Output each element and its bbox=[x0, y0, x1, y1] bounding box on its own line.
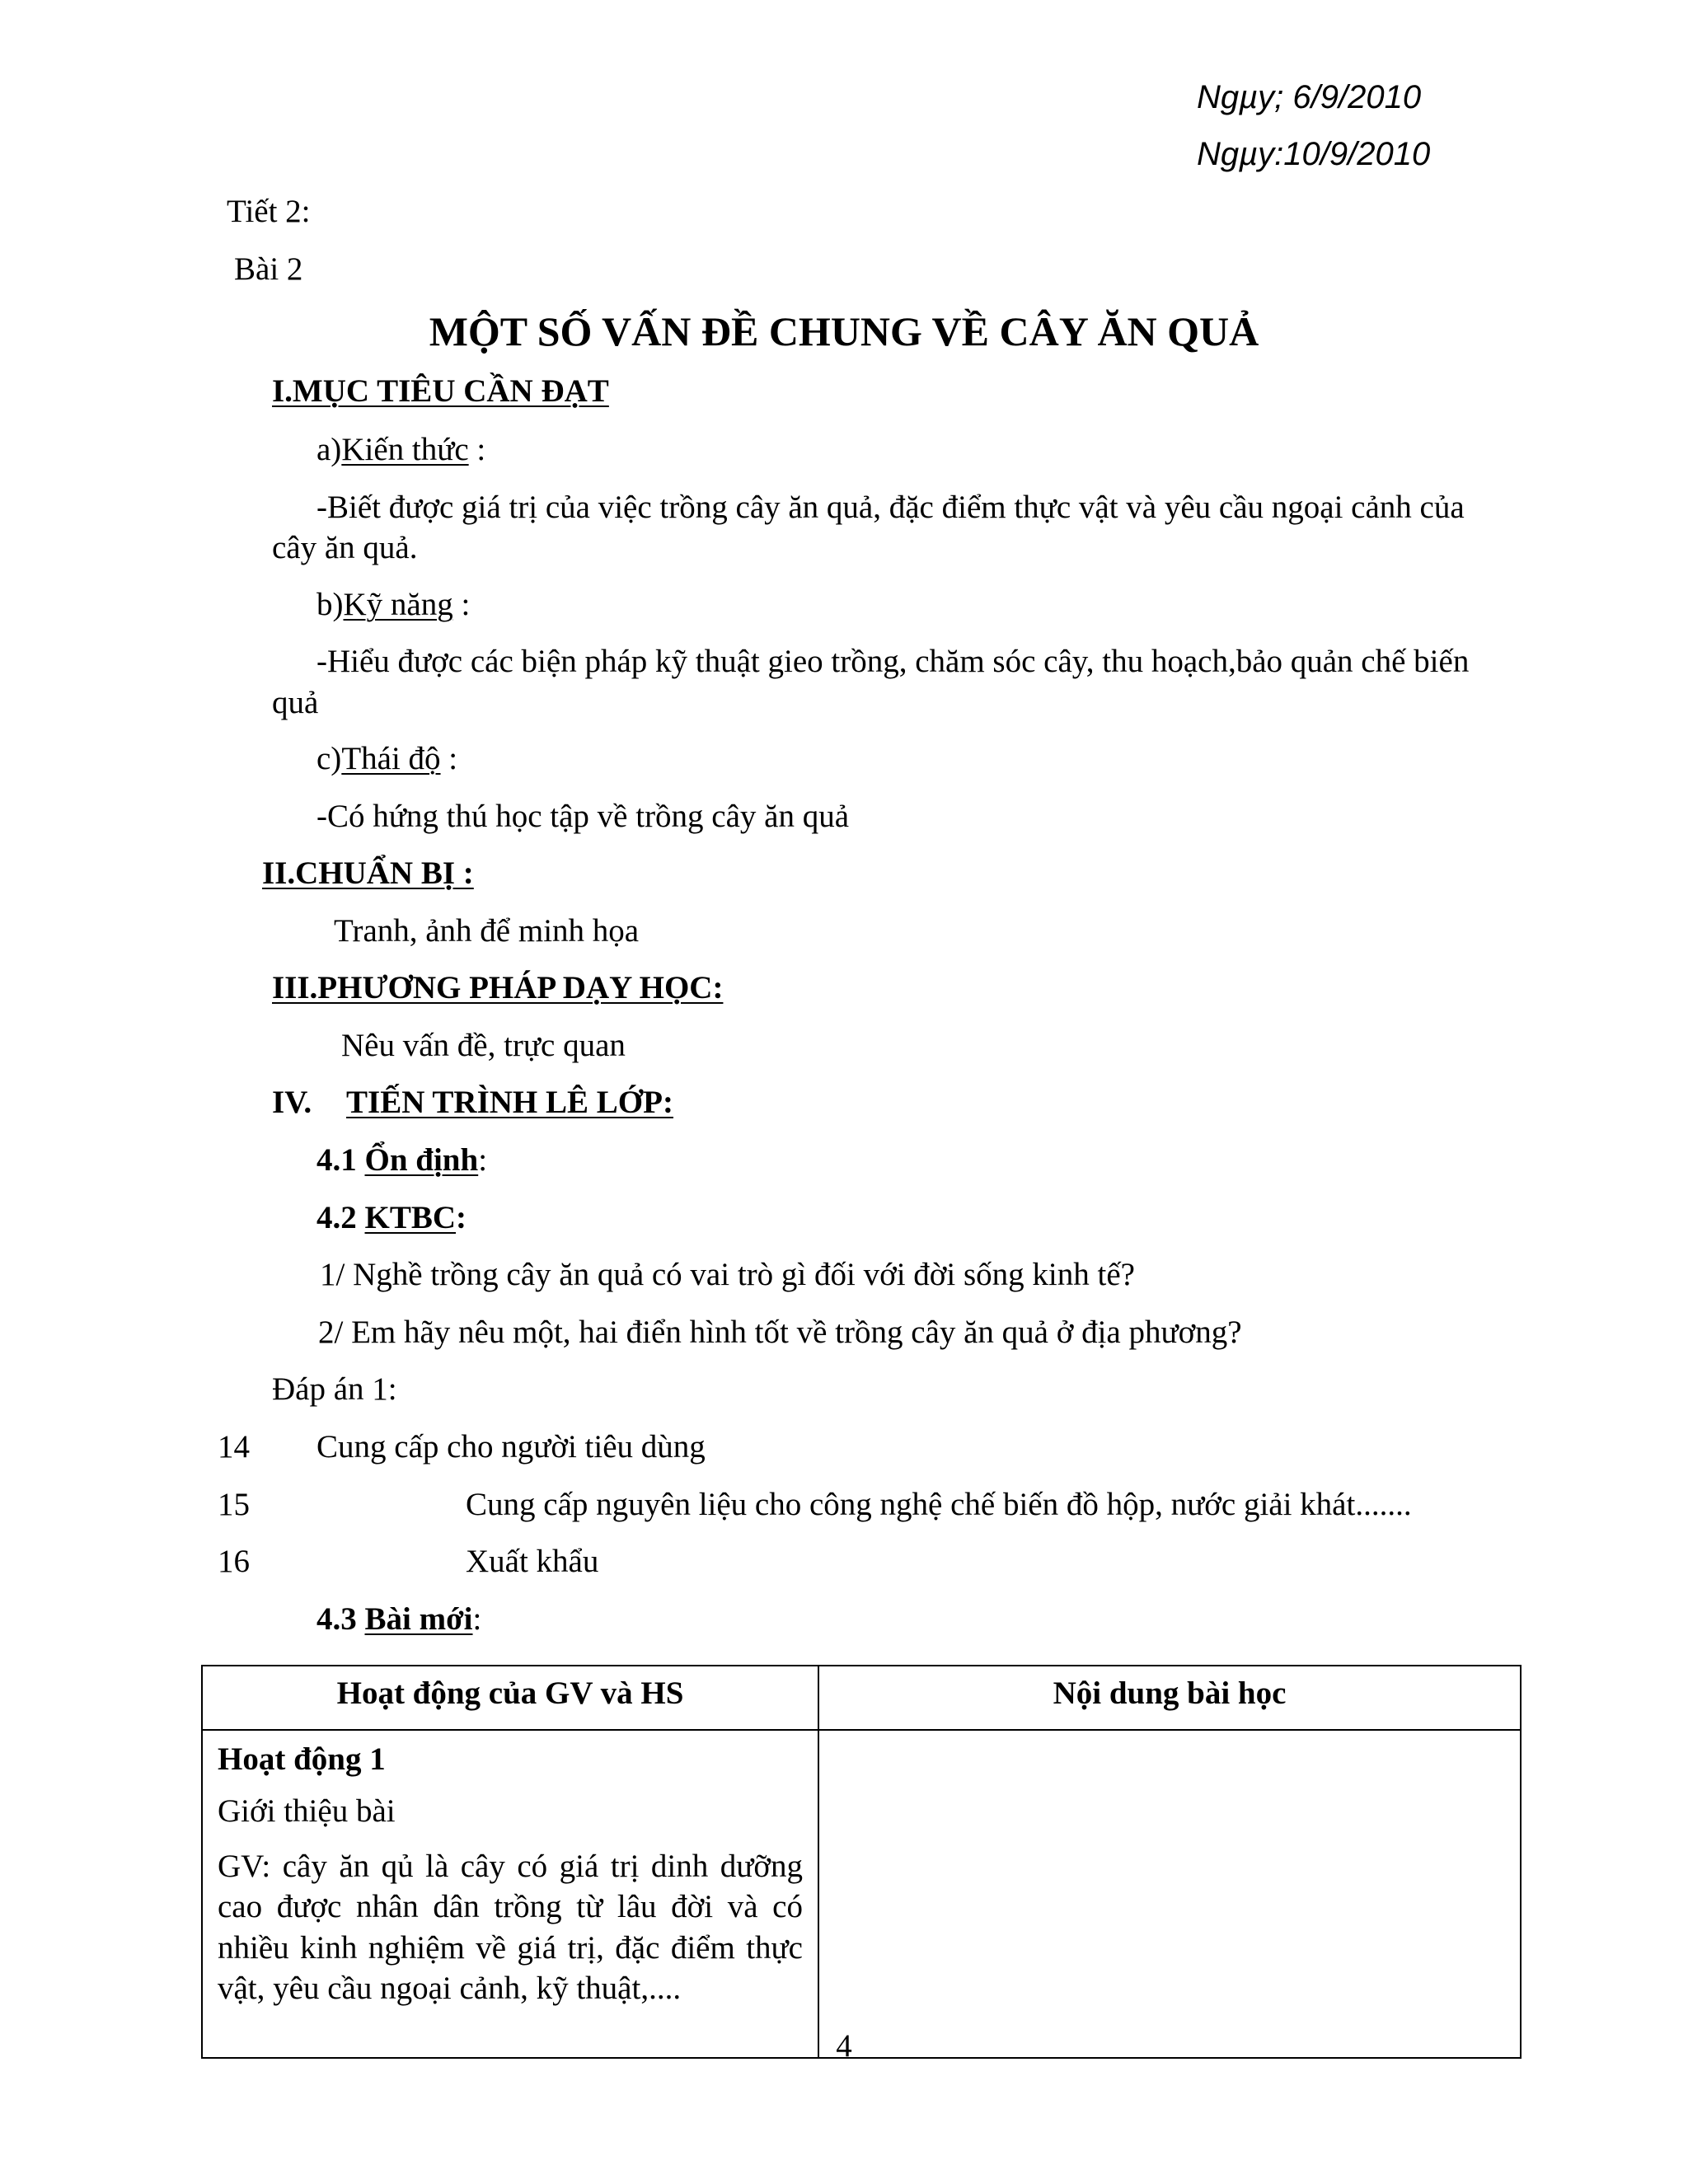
answer-number: 16 bbox=[218, 1544, 250, 1579]
subsection-4-2: 4.2 KTBC: bbox=[316, 1200, 467, 1235]
knowledge-text-line-1: -Biết được giá trị của việc trồng cây ăn quả, đặc điểm thực vật và yêu cầu ngoại cảnh của bbox=[316, 490, 1465, 525]
answer-text: Cung cấp nguyên liệu cho công nghệ chế biến đồ hộp, nước giải khát....... bbox=[466, 1487, 1412, 1522]
subsection-4-3: 4.3 Bài mới: bbox=[316, 1601, 482, 1637]
activity-text: GV: cây ăn qủ là cây có giá trị dinh dưỡng cao được nhân dân trồng từ lâu đời và có nhiều kinh nghiệm về giá trị, đặc điểm thực vật, yêu cầu ngoại cảnh, kỹ thuật,.... bbox=[218, 1849, 803, 2006]
activity-subtitle: Giới thiệu bài bbox=[218, 1793, 396, 1830]
page-title: MỘT SỐ VẤN ĐỀ CHUNG VỀ CÂY ĂN QUẢ bbox=[429, 308, 1259, 354]
section-2-heading: II.CHUẨN BỊ : bbox=[262, 855, 474, 891]
section-1-heading: I.MỤC TIÊU CẦN ĐẠT bbox=[272, 373, 609, 409]
lesson-number: Bài 2 bbox=[234, 251, 303, 287]
review-question-2: 2/ Em hãy nêu một, hai điển hình tốt về trồng cây ăn quả ở địa phương? bbox=[318, 1315, 1242, 1350]
skills-label: b)Kỹ năng : bbox=[316, 587, 471, 622]
answer-number: 14 bbox=[218, 1429, 250, 1465]
activity-cell bbox=[202, 1730, 818, 2058]
table-header-row bbox=[202, 1666, 1521, 1730]
column-header-activities: Hoạt động của GV và HS bbox=[202, 1666, 818, 1730]
lesson-table bbox=[201, 1665, 1522, 2059]
section-4-number: IV. bbox=[272, 1085, 312, 1120]
review-question-1: 1/ Nghề trồng cây ăn quả có vai trò gì đối với đời sống kinh tế? bbox=[320, 1257, 1135, 1292]
activity-title: Hoạt động 1 bbox=[218, 1741, 386, 1777]
section-2-text: Tranh, ảnh để minh họa bbox=[334, 913, 640, 949]
skills-text-line-2: quả bbox=[272, 685, 319, 720]
skills-text-line-1: -Hiểu được các biện pháp kỹ thuật gieo trồng, chăm sóc cây, thu hoạch,bảo quản chế biến bbox=[316, 644, 1470, 679]
section-3-text: Nêu vấn đề, trực quan bbox=[341, 1028, 626, 1063]
answer-label: Đáp án 1: bbox=[272, 1371, 397, 1407]
date-line-1: Ngµy; 6/9/2010 bbox=[1197, 79, 1422, 115]
section-3-heading: III.PHƯƠNG PHÁP DẠY HỌC: bbox=[272, 970, 724, 1005]
section-4-heading: TIẾN TRÌNH LÊ LỚP: bbox=[346, 1085, 673, 1120]
attitude-label: c)Thái độ : bbox=[316, 741, 458, 776]
answer-text: Xuất khẩu bbox=[466, 1544, 599, 1579]
knowledge-label: a)Kiến thức : bbox=[316, 432, 486, 467]
answer-number: 15 bbox=[218, 1487, 250, 1522]
table-row bbox=[202, 1730, 1521, 2058]
answer-text: Cung cấp cho người tiêu dùng bbox=[316, 1429, 706, 1465]
date-line-2: Ngµy:10/9/2010 bbox=[1197, 136, 1431, 172]
knowledge-text-line-2: cây ăn quả. bbox=[272, 530, 418, 565]
column-header-content: Nội dung bài học bbox=[818, 1666, 1521, 1730]
attitude-text: -Có hứng thú học tập về trồng cây ăn quả bbox=[316, 799, 850, 834]
content-cell bbox=[818, 1730, 1521, 2058]
period-label: Tiết 2: bbox=[227, 194, 311, 229]
page-number: 4 bbox=[836, 2028, 852, 2064]
subsection-4-1: 4.1 Ổn định: bbox=[316, 1142, 488, 1178]
